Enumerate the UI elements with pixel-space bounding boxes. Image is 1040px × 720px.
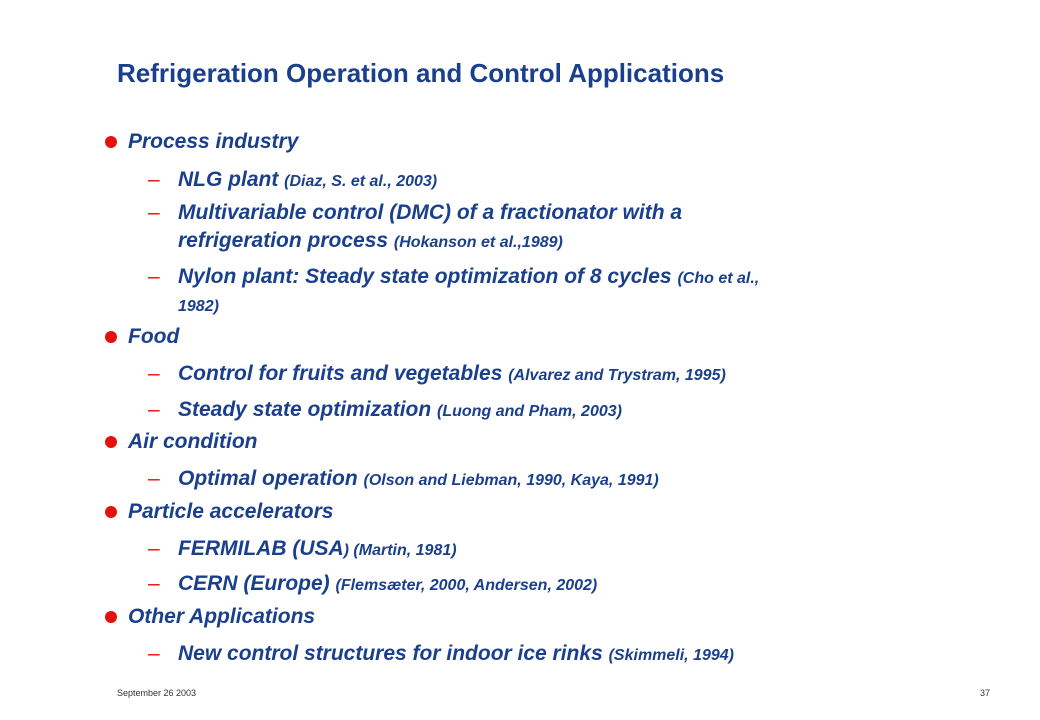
sub-item-text: Control for fruits and vegetables	[178, 362, 509, 385]
sub-item-text: Optimal operation	[178, 467, 364, 490]
sub-item-text: New control structures for indoor ice rinks	[178, 642, 609, 665]
dash-icon: –	[148, 168, 160, 191]
bullet-item	[128, 605, 315, 629]
dash-icon: –	[148, 362, 160, 385]
citation: ) (Martin, 1981)	[343, 542, 457, 559]
bullet-dot-icon	[105, 136, 117, 148]
dash-icon: –	[148, 537, 160, 560]
sub-item	[178, 265, 759, 289]
sub-item-text: Steady state optimization	[178, 398, 438, 421]
sub-item-text: refrigeration process	[178, 229, 394, 252]
dash-icon: –	[148, 201, 160, 224]
citation: (Cho et al.,	[677, 270, 760, 287]
sub-item	[178, 398, 622, 422]
dash-icon: –	[148, 572, 160, 595]
citation: (Luong and Pham, 2003)	[437, 403, 622, 420]
bullet-item	[128, 500, 333, 524]
sub-item	[178, 467, 659, 491]
citation: (Flemsæter, 2000, Andersen, 2002)	[335, 577, 598, 594]
bullet-dot-icon	[105, 331, 117, 343]
sub-item-text: CERN (Europe)	[178, 572, 336, 595]
sub-item-continuation	[178, 293, 219, 317]
dash-icon: –	[148, 265, 160, 288]
sub-item	[178, 168, 437, 192]
citation: (Skimmeli, 1994)	[608, 647, 734, 664]
bullet-item	[128, 325, 179, 349]
page-number: 37	[980, 688, 991, 698]
bullet-text: Process industry	[128, 130, 299, 153]
sub-item	[178, 572, 597, 596]
bullet-text: Air condition	[128, 430, 258, 453]
sub-item	[178, 642, 734, 666]
sub-item	[178, 201, 682, 225]
sub-item-text: Multivariable control (DMC) of a fractionator with a	[178, 201, 683, 224]
slide-title: Refrigeration Operation and Control Applications	[117, 58, 725, 88]
sub-item	[178, 537, 457, 561]
bullet-item	[128, 430, 258, 454]
citation: (Olson and Liebman, 1990, Kaya, 1991)	[363, 472, 659, 489]
bullet-text: Particle accelerators	[128, 500, 334, 523]
sub-item-text: FERMILAB (USA	[178, 537, 344, 560]
citation: 1982)	[178, 298, 219, 315]
sub-item-continuation	[178, 229, 563, 253]
bullet-text: Food	[128, 325, 180, 348]
dash-icon: –	[148, 467, 160, 490]
footer-date: September 26 2003	[117, 688, 197, 698]
bullet-dot-icon	[105, 436, 117, 448]
dash-icon: –	[148, 398, 160, 421]
citation: (Alvarez and Trystram, 1995)	[508, 367, 726, 384]
dash-icon: –	[148, 642, 160, 665]
citation: (Diaz, S. et al., 2003)	[284, 173, 438, 190]
bullet-item	[128, 130, 298, 154]
sub-item-text: Nylon plant: Steady state optimization of 8 cycles	[178, 265, 678, 288]
bullet-text: Other Applications	[128, 605, 316, 628]
bullet-dot-icon	[105, 611, 117, 623]
bullet-dot-icon	[105, 506, 117, 518]
sub-item-text: NLG plant	[178, 168, 285, 191]
citation: (Hokanson et al.,1989)	[393, 234, 563, 251]
sub-item	[178, 362, 726, 386]
